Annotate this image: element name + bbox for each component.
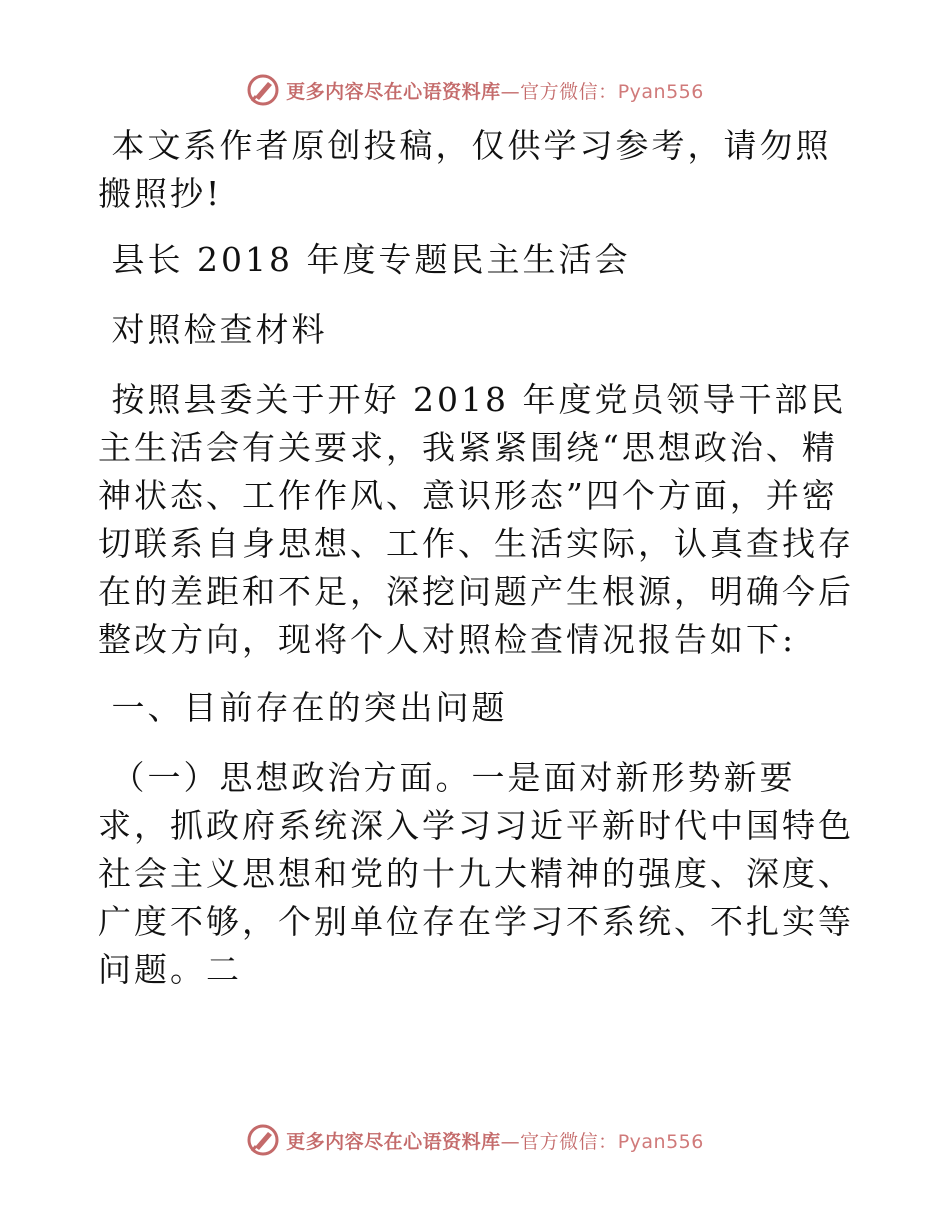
intro-paragraph: 按照县委关于开好 2018 年度党员领导干部民主生活会有关要求，我紧紧围绕“思想政治、精神状态、工作作风、意识形态”四个方面，并密切联系自身思想、工作、生活实际，认真查找存在的差距和不足，深挖问题产生根源，明确今后整改方向，现将个人对照检查情况报告如下: — [98, 380, 854, 659]
watermark-text — [286, 77, 704, 104]
logo-icon — [246, 1123, 280, 1157]
watermark-wechat-id: Pyan556 — [617, 80, 704, 103]
document-title: 县长 2018 年度专题民主生活会 — [98, 240, 631, 279]
watermark-wechat-label: 官方微信： — [520, 80, 618, 103]
watermark-footer — [0, 1120, 950, 1160]
document-body — [98, 122, 858, 994]
subsection-paragraph: （一）思想政治方面。一是面对新形势新要求，抓政府系统深入学习习近平新时代中国特色社会主义思想和党的十九大精神的强度、深度、广度不够，个别单位存在学习不系统、不扎实等问题。二 — [98, 758, 854, 989]
watermark-header — [0, 70, 950, 110]
document-subtitle: 对照检查材料 — [98, 310, 328, 349]
watermark-wechat-id: Pyan556 — [617, 1130, 704, 1153]
watermark-wechat-label: 官方微信： — [520, 1130, 618, 1153]
logo-icon — [246, 73, 280, 107]
watermark-brand: 更多内容尽在心语资料库 — [286, 80, 501, 103]
watermark-dash: — — [500, 1130, 521, 1153]
watermark-brand: 更多内容尽在心语资料库 — [286, 1130, 501, 1153]
watermark-dash: — — [500, 80, 521, 103]
section-heading: 一、目前存在的突出问题 — [98, 688, 508, 727]
watermark-text — [286, 1127, 704, 1154]
copyright-notice: 本文系作者原创投稿，仅供学习参考，请勿照搬照抄! — [98, 126, 832, 213]
